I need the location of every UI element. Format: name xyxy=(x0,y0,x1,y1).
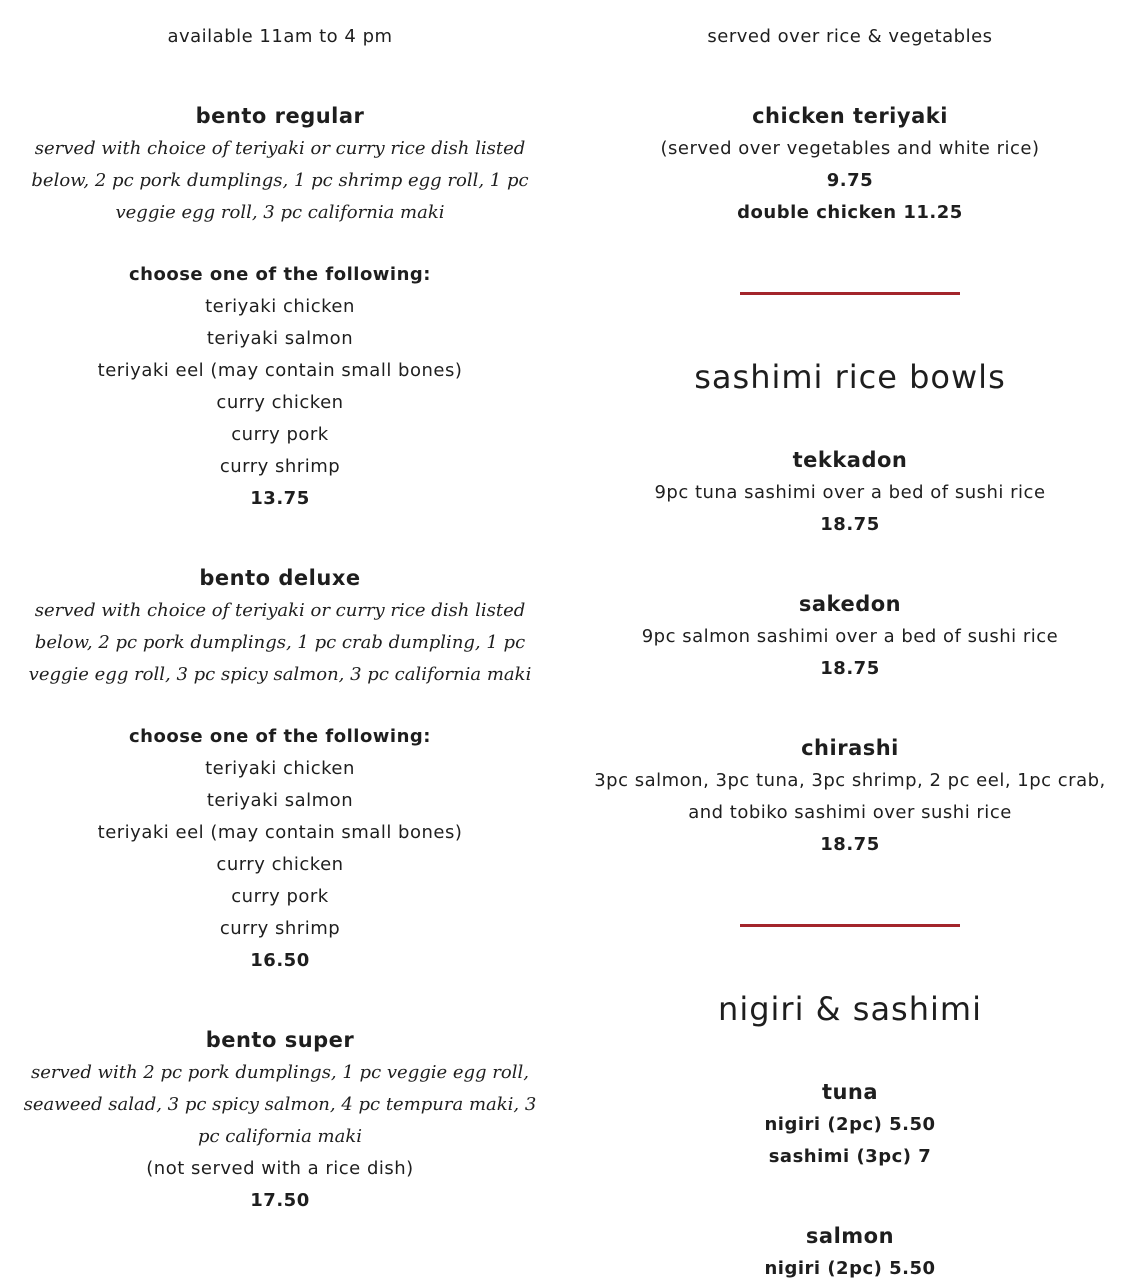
chicken-teriyaki-section xyxy=(590,99,1110,229)
intro-text: served over rice & vegetables xyxy=(707,26,993,47)
option-item: teriyaki chicken xyxy=(205,296,355,317)
bento-regular-description: served with choice of teriyaki or curry rice dish listed below, 2 pc pork dumplings, 1 pc shrimp egg roll, 1 pc veggie egg roll, 3 pc california maki xyxy=(31,138,529,223)
chicken-teriyaki-title: chicken teriyaki xyxy=(752,104,948,128)
bento-super-note: (not served with a rice dish) xyxy=(146,1158,414,1179)
item-name: sakedon xyxy=(798,592,902,616)
item-price: 18.75 xyxy=(820,658,880,679)
nigiri-price: nigiri (2pc) 5.50 xyxy=(764,1258,936,1279)
salmon-item xyxy=(590,1219,1110,1285)
item-name: tekkadon xyxy=(792,448,908,472)
chirashi-item xyxy=(590,731,1110,861)
tuna-item xyxy=(590,1075,1110,1173)
option-item: curry pork xyxy=(231,886,329,907)
bento-deluxe-title: bento deluxe xyxy=(199,566,361,590)
nigiri-price: nigiri (2pc) 5.50 xyxy=(764,1114,936,1135)
item-description: 3pc salmon, 3pc tuna, 3pc shrimp, 2 pc eel, 1pc crab, and tobiko sashimi over sushi rice xyxy=(594,770,1106,823)
item-name: chirashi xyxy=(801,736,899,760)
bento-regular-price: 13.75 xyxy=(250,488,310,509)
chicken-teriyaki-note: (served over vegetables and white rice) xyxy=(660,138,1040,159)
option-item: curry pork xyxy=(231,424,329,445)
bento-super-price: 17.50 xyxy=(250,1190,310,1211)
sakedon-item xyxy=(590,587,1110,685)
nigiri-sashimi-title: nigiri & sashimi xyxy=(718,990,982,1028)
option-item: curry chicken xyxy=(216,854,344,875)
item-name: salmon xyxy=(805,1224,895,1248)
bento-super-title: bento super xyxy=(205,1028,355,1052)
option-item: curry shrimp xyxy=(219,918,341,939)
item-price: 18.75 xyxy=(820,834,880,855)
option-item: teriyaki eel (may contain small bones) xyxy=(97,822,463,843)
bento-regular-choose-label: choose one of the following: xyxy=(128,264,432,285)
bento-regular-title: bento regular xyxy=(195,104,365,128)
sashimi-price: sashimi (3pc) 7 xyxy=(768,1146,932,1167)
option-item: teriyaki eel (may contain small bones) xyxy=(97,360,463,381)
right-column xyxy=(590,0,1110,1285)
item-description: 9pc salmon sashimi over a bed of sushi rice xyxy=(641,626,1059,647)
item-description: 9pc tuna sashimi over a bed of sushi rice xyxy=(654,482,1046,503)
option-item: teriyaki chicken xyxy=(205,758,355,779)
left-column xyxy=(20,0,540,1217)
option-item: teriyaki salmon xyxy=(206,328,354,349)
availability-text: available 11am to 4 pm xyxy=(167,26,393,47)
bento-super-description: served with 2 pc pork dumplings, 1 pc veggie egg roll, seaweed salad, 3 pc spicy salmon, 4 pc tempura maki, 3 pc california maki xyxy=(23,1062,537,1147)
bento-deluxe-description: served with choice of teriyaki or curry rice dish listed below, 2 pc pork dumplings, 1 pc crab dumpling, 1 pc veggie egg roll, 3 pc spicy salmon, 3 pc california maki xyxy=(28,600,532,685)
double-chicken-price: double chicken 11.25 xyxy=(737,202,963,223)
bento-regular-section xyxy=(20,99,540,515)
option-item: teriyaki salmon xyxy=(206,790,354,811)
item-name: tuna xyxy=(821,1080,879,1104)
option-item: curry shrimp xyxy=(219,456,341,477)
bento-deluxe-section xyxy=(20,561,540,977)
tekkadon-item xyxy=(590,443,1110,541)
item-price: 18.75 xyxy=(820,514,880,535)
bento-deluxe-price: 16.50 xyxy=(250,950,310,971)
bento-super-section xyxy=(20,1023,540,1217)
option-item: curry chicken xyxy=(216,392,344,413)
chicken-teriyaki-price: 9.75 xyxy=(826,170,874,191)
sashimi-rice-bowls-title: sashimi rice bowls xyxy=(694,358,1006,396)
bento-deluxe-choose-label: choose one of the following: xyxy=(128,726,432,747)
